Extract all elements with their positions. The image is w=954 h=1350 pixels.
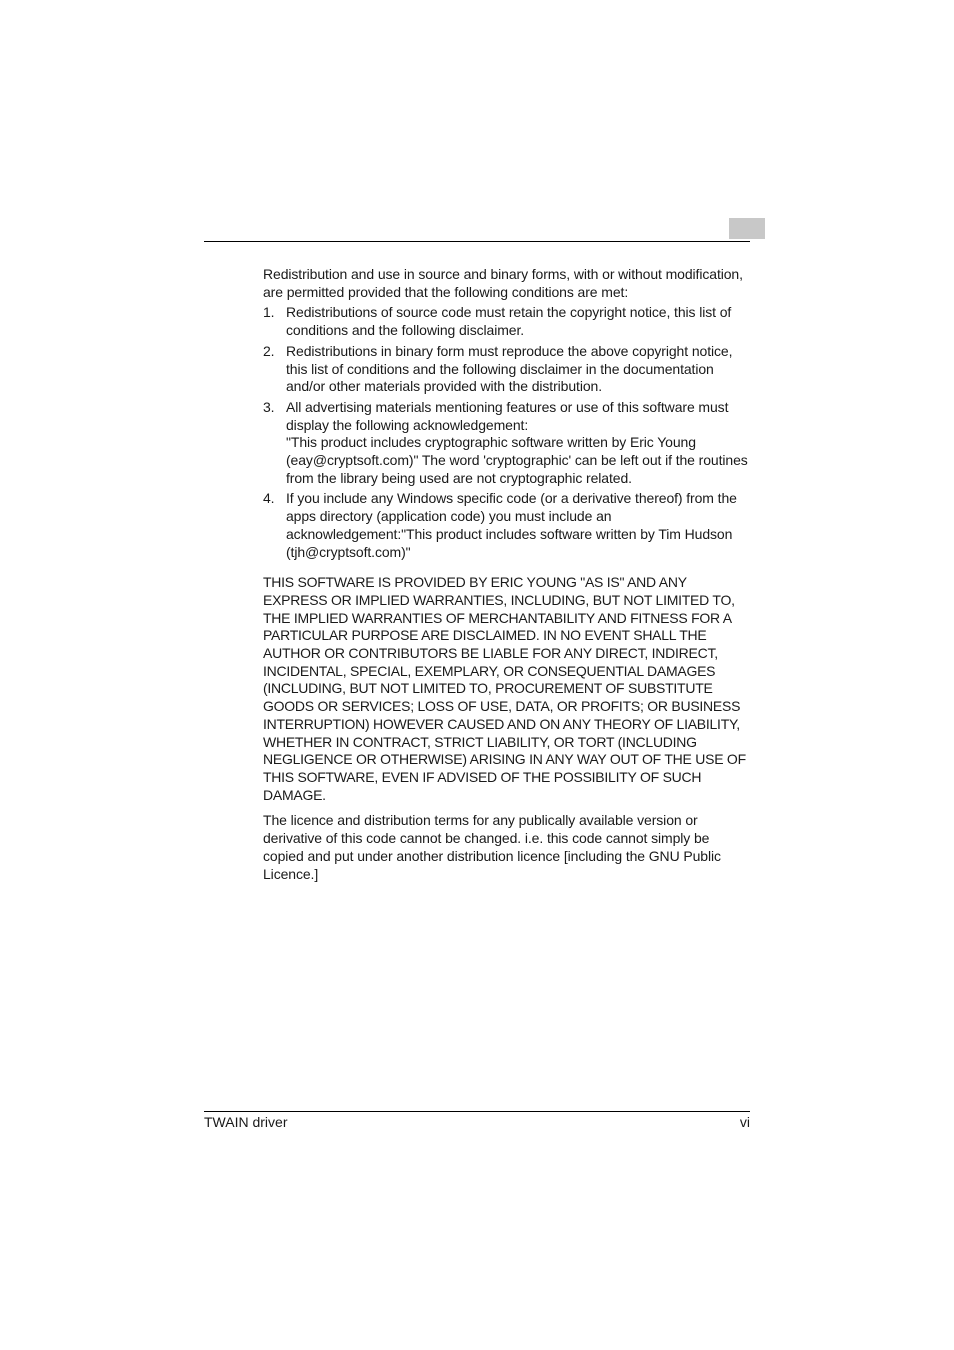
list-item-text: If you include any Windows specific code (or a derivative thereof) from the apps directory (application code) you must include an acknowledgement:"This product includes software written by Tim Hudson (tjh@cryptsoft.com)"	[286, 490, 737, 560]
list-item-number: 2.	[263, 342, 275, 359]
acknowledgement-quote: "This product includes cryptographic software written by Eric Young (eay@cryptsoft.com)" The word 'cryptographic' can be left out if the routines from the library being used are not cryptographic related.	[286, 434, 748, 486]
list-item-text: Redistributions of source code must retain the copyright notice, this list of conditions and the following disclaimer.	[286, 304, 732, 339]
list-item	[263, 399, 753, 488]
list-item-number: 1.	[263, 304, 275, 321]
intro-paragraph: Redistribution and use in source and binary forms, with or without modification, are permitted provided that the following conditions are met:	[263, 266, 743, 300]
warranty-disclaimer: THIS SOFTWARE IS PROVIDED BY ERIC YOUNG "AS IS" AND ANY EXPRESS OR IMPLIED WARRANTIES, INCLUDING, BUT NOT LIMITED TO, THE IMPLIED WARRANTIES OF MERCHANTABILITY AND FITNESS FOR A PARTICULAR PURPOSE ARE DISCLAIMED. IN NO EVENT SHALL THE AUTHOR OR CONTRIBUTORS BE LIABLE FOR ANY DIRECT, INDIRECT, INCIDENTAL, SPECIAL, EXEMPLARY, OR CONSEQUENTIAL DAMAGES (INCLUDING, BUT NOT LIMITED TO, PROCUREMENT OF SUBSTITUTE GOODS OR SERVICES; LOSS OF USE, DATA, OR PROFITS; OR BUSINESS INTERRUPTION) HOWEVER CAUSED AND ON ANY THEORY OF LIABILITY, WHETHER IN CONTRACT, STRICT LIABILITY, OR TORT (INCLUDING NEGLIGENCE OR OTHERWISE) ARISING IN ANY WAY OUT OF THE USE OF THIS SOFTWARE, EVEN IF ADVISED OF THE POSSIBILITY OF SUCH DAMAGE.	[263, 574, 746, 803]
list-item-text: All advertising materials mentioning features or use of this software must display the following acknowledgement:	[286, 398, 729, 433]
list-item	[263, 490, 753, 561]
list-item-number: 3.	[263, 398, 275, 415]
chapter-tab-marker	[729, 218, 765, 239]
footer-title: TWAIN driver	[204, 1114, 288, 1130]
list-item	[263, 343, 753, 396]
page-content	[263, 266, 753, 883]
page-number: vi	[739, 1114, 750, 1130]
header-rule	[204, 241, 750, 242]
conditions-list	[263, 304, 753, 561]
list-item-number: 4.	[263, 490, 275, 507]
list-item-text: Redistributions in binary form must reproduce the above copyright notice, this list of conditions and the following disclaimer in the documentation and/or other materials provided with the distribution.	[286, 342, 733, 395]
licence-note: The licence and distribution terms for any publically available version or derivative of this code cannot be changed. i.e. this code cannot simply be copied and put under another distribution licence [including the GNU Public Licence.]	[263, 812, 721, 882]
list-item	[263, 304, 753, 339]
footer-rule	[204, 1111, 750, 1112]
